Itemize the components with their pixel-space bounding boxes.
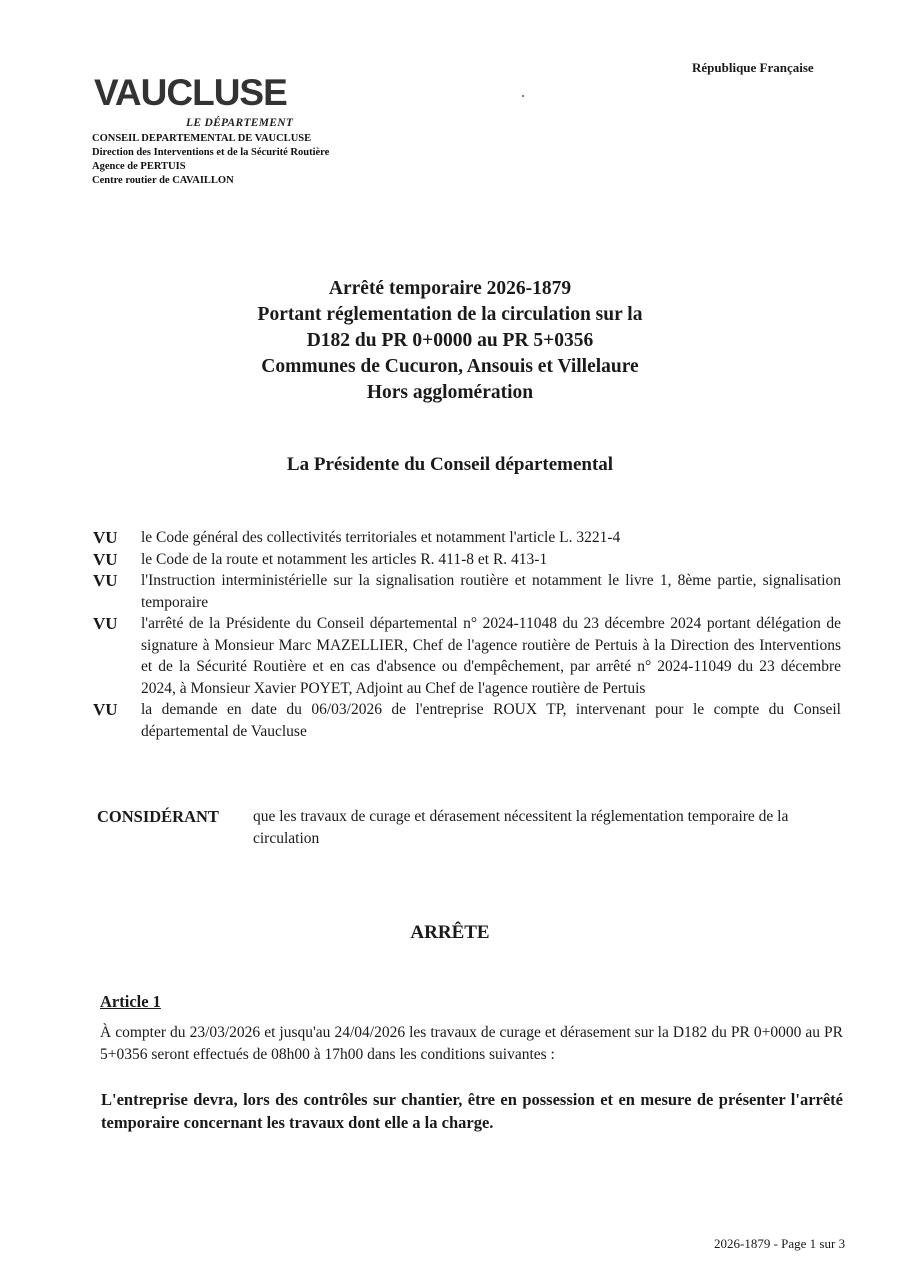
page-footer: 2026-1879 - Page 1 sur 3 [714,1236,846,1251]
president-heading: La Présidente du Conseil départemental [286,454,614,475]
vu-text: l'arrêté de la Présidente du Conseil départemental n° 2024-11048 du 23 décembre 2024 portant délégation de signature à Monsieur Marc MAZELLIER, Chef de l'agence routière de Pertuis à la Direction des Interventions et de la Sécurité Routière et en cas d'absence ou d'empêchement, par arrêté n° 2024-11049 du 23 décembre 2024, à Monsieur Xavier POYET, Adjoint au Chef de l'agence routière de Pertuis [141,615,841,697]
title-line: Hors agglomération [366,382,534,403]
vu-item [93,549,841,571]
scan-speck [522,95,524,97]
logo-subtitle: LE DÉPARTEMENT [186,117,294,129]
vaucluse-logo: VAUCLUSE [94,72,287,113]
article-1-heading: Article 1 [100,992,161,1011]
org-line: Centre routier de CAVAILLON [92,175,234,186]
vu-text: l'Instruction interministérielle sur la signalisation routière et notamment le livre 1, 8ème partie, signalisation temporaire [141,572,841,611]
org-line: Direction des Interventions et de la Sécurité Routière [92,147,330,158]
vu-label: VU [93,614,118,633]
organisation-block [92,132,329,188]
vu-label: VU [93,700,118,719]
document-title [150,276,750,406]
vu-item [93,613,841,699]
vu-text: le Code général des collectivités territoriales et notamment l'article L. 3221-4 [141,529,621,546]
arrete-heading: ARRÊTE [410,922,490,943]
vu-label: VU [93,528,118,547]
considerant-block [97,806,841,850]
considerant-text: que les travaux de curage et dérasement nécessitent la réglementation temporaire de la circulation [253,808,789,847]
vu-text: le Code de la route et notamment les articles R. 411-8 et R. 413-1 [141,550,548,568]
vu-item [93,527,841,549]
vu-list [93,527,841,742]
title-line: Portant réglementation de la circulation sur la [257,304,643,325]
org-line: Agence de PERTUIS [92,161,186,172]
vu-item [93,699,841,742]
title-line: Communes de Cucuron, Ansouis et Villelaure [261,356,639,377]
vu-label: VU [93,549,118,569]
article-1-paragraph: À compter du 23/03/2026 et jusqu'au 24/04/2026 les travaux de curage et dérasement sur la D182 du PR 0+0000 au PR 5+0356 seront effectués de 08h00 à 17h00 dans les conditions suivantes : [100,1024,843,1063]
vu-text: la demande en date du 06/03/2026 de l'entreprise ROUX TP, intervenant pour le compte du Conseil départemental de Vaucluse [141,701,841,740]
article-1-bold-notice: L'entreprise devra, lors des contrôles sur chantier, être en possession et en mesure de présenter l'arrêté temporaire concernant les travaux dont elle a la charge. [101,1090,843,1132]
vu-item [93,570,841,613]
title-line: Arrêté temporaire 2026-1879 [328,278,572,299]
org-line: CONSEIL DEPARTEMENTAL DE VAUCLUSE [92,133,312,144]
considerant-label: CONSIDÉRANT [97,807,219,826]
title-line: D182 du PR 0+0000 au PR 5+0356 [306,330,594,351]
republique-francaise: République Française [692,60,814,75]
vu-label: VU [93,571,118,590]
